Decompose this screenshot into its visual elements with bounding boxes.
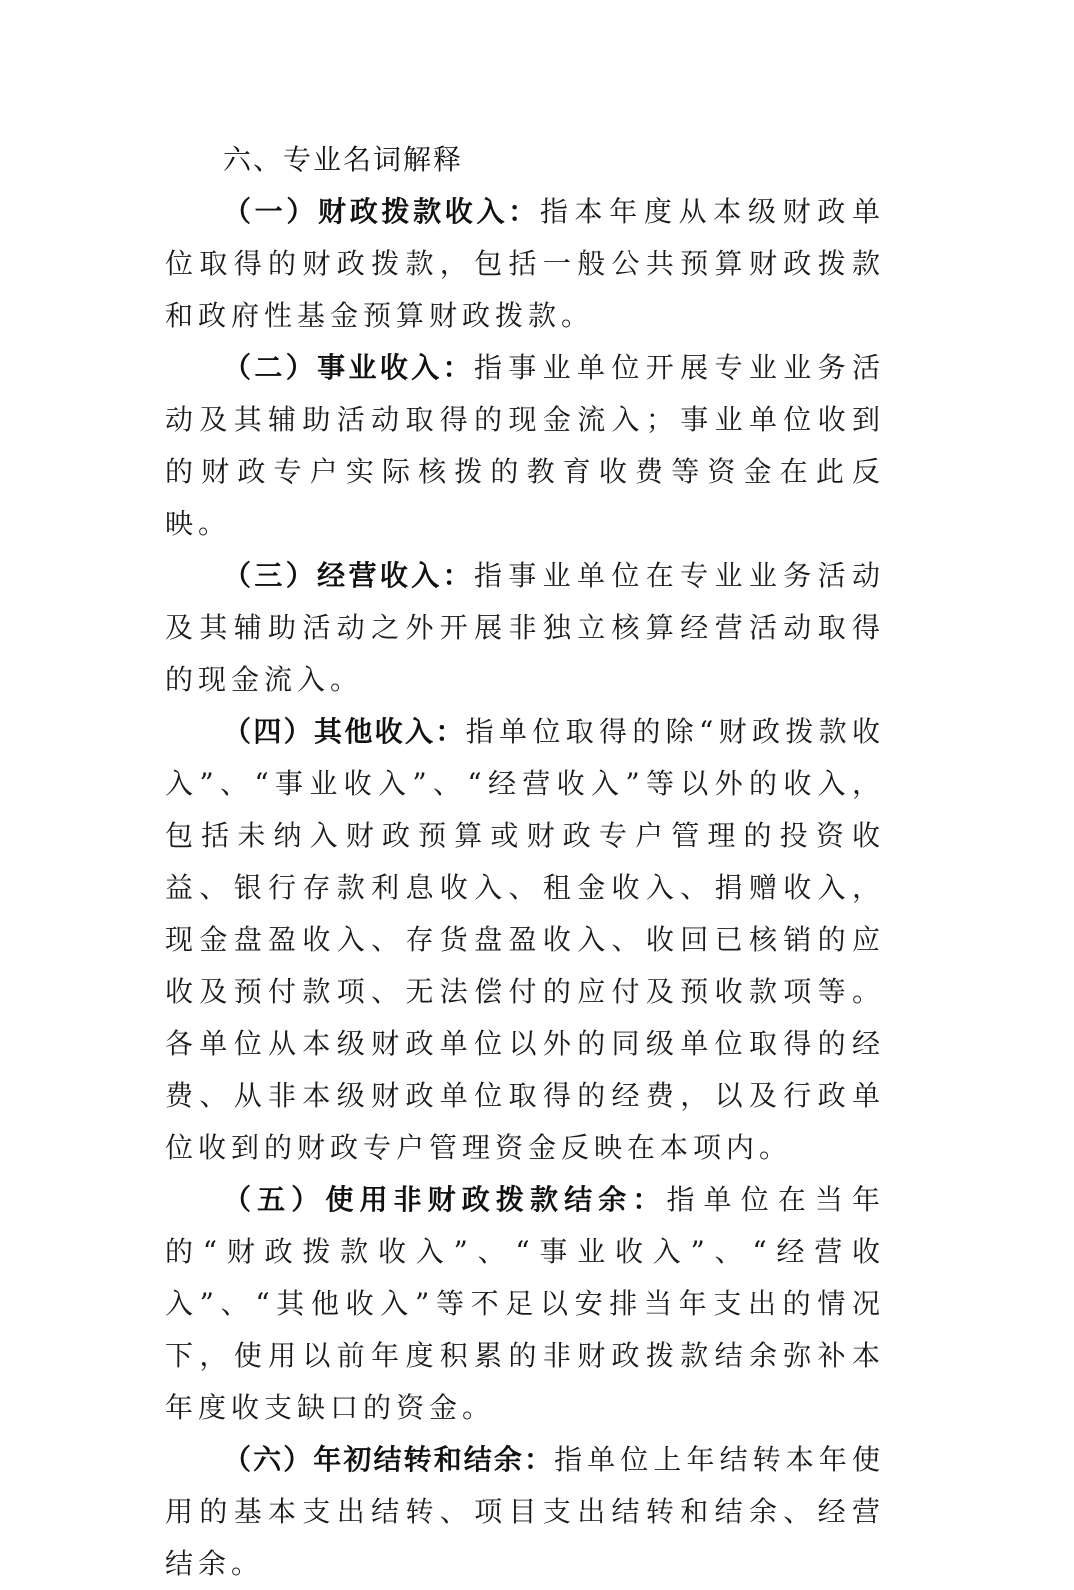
definition-term: （二）事业收入： bbox=[223, 351, 474, 384]
definition-paragraph-4 bbox=[165, 706, 885, 1174]
definition-paragraph-6 bbox=[165, 1434, 885, 1590]
definition-paragraph-1 bbox=[165, 186, 885, 342]
definition-term: （六）年初结转和结余： bbox=[223, 1443, 555, 1476]
definition-term: （一）财政拨款收入： bbox=[223, 195, 540, 228]
definition-paragraph-5 bbox=[165, 1174, 885, 1434]
section-heading: 六、专业名词解释 bbox=[223, 143, 464, 176]
definition-text: 指本年度从本级财政单位取得的财政拨款，包括一般公共预算财政拨款和政府性基金预算财政拨款。 bbox=[165, 195, 885, 332]
definition-term: （四）其他收入： bbox=[223, 715, 466, 748]
definition-paragraph-2 bbox=[165, 342, 885, 550]
document-body bbox=[165, 134, 885, 1590]
definition-text: 指单位上年结转本年使用的基本支出结转、项目支出结转和结余、经营结余。 bbox=[165, 1443, 885, 1580]
definition-text: 指事业单位在专业业务活动及其辅助活动之外开展非独立核算经营活动取得的现金流入。 bbox=[165, 559, 885, 696]
definition-text: 指事业单位开展专业业务活动及其辅助活动取得的现金流入；事业单位收到的财政专户实际核拨的教育收费等资金在此反映。 bbox=[165, 351, 885, 540]
definition-text: 指单位在当年的“财政拨款收入”、“事业收入”、“经营收入”、“其他收入”等不足以安排当年支出的情况下，使用以前年度积累的非财政拨款结余弥补本年度收支缺口的资金。 bbox=[165, 1183, 885, 1424]
definition-paragraph-3 bbox=[165, 550, 885, 706]
definition-term: （五）使用非财政拨款结余： bbox=[223, 1183, 667, 1216]
definition-text: 指单位取得的除“财政拨款收入”、“事业收入”、“经营收入”等以外的收入，包括未纳入财政预算或财政专户管理的投资收益、银行存款利息收入、租金收入、捐赠收入，现金盘盈收入、存货盘盈收入、收回已核销的应收及预付款项、无法偿付的应付及预收款项等。各单位从本级财政单位以外的同级单位取得的经费、从非本级财政单位取得的经费，以及行政单位收到的财政专户管理资金反映在本项内。 bbox=[165, 715, 885, 1164]
definition-term: （三）经营收入： bbox=[223, 559, 474, 592]
